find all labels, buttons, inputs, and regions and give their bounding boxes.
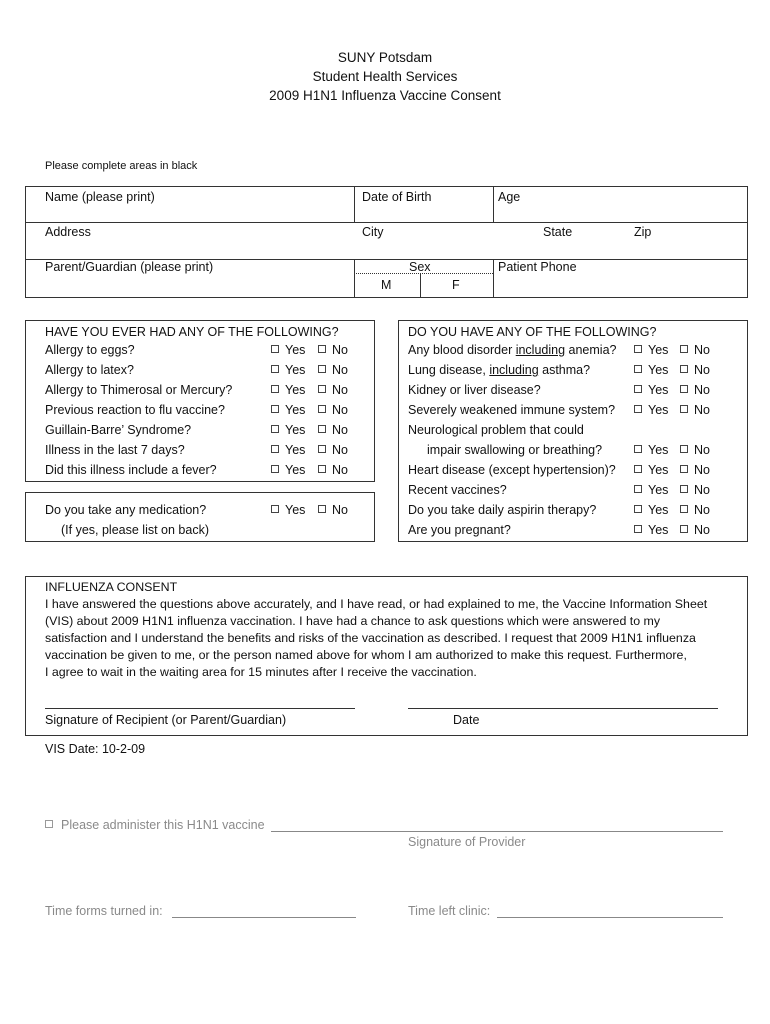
recipient-signature-label: Signature of Recipient (or Parent/Guardian) [45,713,287,727]
yes-checkbox[interactable]: Yes [634,402,668,418]
no-checkbox[interactable]: No [318,382,348,398]
no-checkbox[interactable]: No [680,502,710,518]
yes-checkbox[interactable]: Yes [271,442,305,458]
no-checkbox[interactable]: No [680,382,710,398]
no-checkbox[interactable]: No [318,442,348,458]
date-label: Date [453,713,480,727]
form-title: 2009 H1N1 Influenza Vaccine Consent [269,88,501,103]
no-checkbox[interactable]: No [680,522,710,538]
no-checkbox[interactable]: No [318,462,348,478]
time-out-line[interactable] [497,917,723,918]
address-field[interactable]: Address [45,225,91,239]
yes-checkbox[interactable]: Yes [634,382,668,398]
question-recent-illness: Illness in the last 7 days? [45,443,185,457]
question-flu-reaction: Previous reaction to flu vaccine? [45,403,225,417]
question-fever: Did this illness include a fever? [45,463,217,477]
no-checkbox[interactable]: No [318,502,348,518]
no-checkbox[interactable]: No [680,482,710,498]
yes-checkbox[interactable]: Yes [634,462,668,478]
consent-text [45,579,735,681]
table-divider [420,273,421,297]
no-checkbox[interactable]: No [680,442,710,458]
yes-checkbox[interactable]: Yes [634,502,668,518]
time-in-label: Time forms turned in: [45,904,163,918]
question-egg-allergy: Allergy to eggs? [45,343,135,357]
table-divider [25,222,748,223]
question-neurological-cont: impair swallowing or breathing? [427,443,603,457]
table-divider [493,186,494,223]
yes-checkbox[interactable]: Yes [271,462,305,478]
time-out-label: Time left clinic: [408,904,491,918]
question-recent-vaccines: Recent vaccines? [408,483,507,497]
yes-checkbox[interactable]: Yes [271,342,305,358]
consent-line: I agree to wait in the waiting area for 15 minutes after I receive the vaccination. [45,665,477,679]
question-neurological: Neurological problem that could [408,423,584,437]
zip-field[interactable]: Zip [634,225,652,239]
name-field[interactable]: Name (please print) [45,190,155,204]
table-divider [354,259,355,297]
administer-checkbox[interactable]: Please administer this H1N1 vaccine [45,818,265,832]
sex-male-option[interactable]: M [381,278,392,292]
no-checkbox[interactable]: No [680,362,710,378]
vis-date: VIS Date: 10-2-09 [45,742,146,756]
instruction-text: Please complete areas in black [45,160,198,172]
no-checkbox[interactable]: No [318,362,348,378]
no-checkbox[interactable]: No [318,342,348,358]
yes-checkbox[interactable]: Yes [634,522,668,538]
no-checkbox[interactable]: No [318,422,348,438]
recipient-signature-line[interactable] [45,708,355,709]
state-field[interactable]: State [543,225,573,239]
provider-signature-line[interactable] [271,831,723,832]
question-heart-disease: Heart disease (except hypertension)? [408,463,616,477]
form-department: Student Health Services [312,69,458,84]
yes-checkbox[interactable]: Yes [634,482,668,498]
yes-checkbox[interactable]: Yes [271,402,305,418]
consent-heading: INFLUENZA CONSENT [45,580,178,594]
consent-line: (VIS) about 2009 H1N1 influenza vaccination. I have had a chance to ask questions which were answered to my [45,614,661,628]
table-divider [354,186,355,223]
yes-checkbox[interactable]: Yes [271,382,305,398]
consent-line: I have answered the questions above accurately, and I have read, or had explained to me, the Vaccine Information Sheet [45,597,708,611]
yes-checkbox[interactable]: Yes [271,502,305,518]
time-in-line[interactable] [172,917,356,918]
no-checkbox[interactable]: No [680,342,710,358]
question-lung-disease: Lung disease, including asthma? [408,363,591,377]
yes-checkbox[interactable]: Yes [634,342,668,358]
age-field[interactable]: Age [498,190,521,204]
question-immune-system: Severely weakened immune system? [408,403,616,417]
table-divider [493,259,494,297]
question-thimerosal-allergy: Allergy to Thimerosal or Mercury? [45,383,233,397]
yes-checkbox[interactable]: Yes [271,362,305,378]
yes-checkbox[interactable]: Yes [271,422,305,438]
question-blood-disorder: Any blood disorder including anemia? [408,343,617,357]
conditions-heading: DO YOU HAVE ANY OF THE FOLLOWING? [408,325,657,339]
question-aspirin: Do you take daily aspirin therapy? [408,503,597,517]
provider-signature-label: Signature of Provider [408,835,526,849]
history-heading: HAVE YOU EVER HAD ANY OF THE FOLLOWING? [45,325,339,339]
yes-checkbox[interactable]: Yes [634,442,668,458]
no-checkbox[interactable]: No [318,402,348,418]
city-field[interactable]: City [362,225,384,239]
sex-label: Sex [409,260,431,274]
consent-line: vaccination be given to me, or the person named above for whom I am authorized to make this request. Furthermore, [45,648,687,662]
question-guillain-barre: Guillain-Barre’ Syndrome? [45,423,192,437]
yes-checkbox[interactable]: Yes [634,362,668,378]
phone-field[interactable]: Patient Phone [498,260,577,274]
date-line[interactable] [408,708,718,709]
sex-female-option[interactable]: F [452,278,460,292]
no-checkbox[interactable]: No [680,462,710,478]
question-medication: Do you take any medication? [45,503,207,517]
medication-note: (If yes, please list on back) [61,523,209,537]
question-latex-allergy: Allergy to latex? [45,363,134,377]
dob-field[interactable]: Date of Birth [362,190,432,204]
form-institution: SUNY Potsdam [337,50,433,65]
consent-line: satisfaction and I understand the benefits and risks of the vaccination as described. I request that 2009 H1N1 influenza [45,631,696,645]
parent-field[interactable]: Parent/Guardian (please print) [45,260,214,274]
no-checkbox[interactable]: No [680,402,710,418]
question-pregnant: Are you pregnant? [408,523,511,537]
question-kidney-liver: Kidney or liver disease? [408,383,541,397]
